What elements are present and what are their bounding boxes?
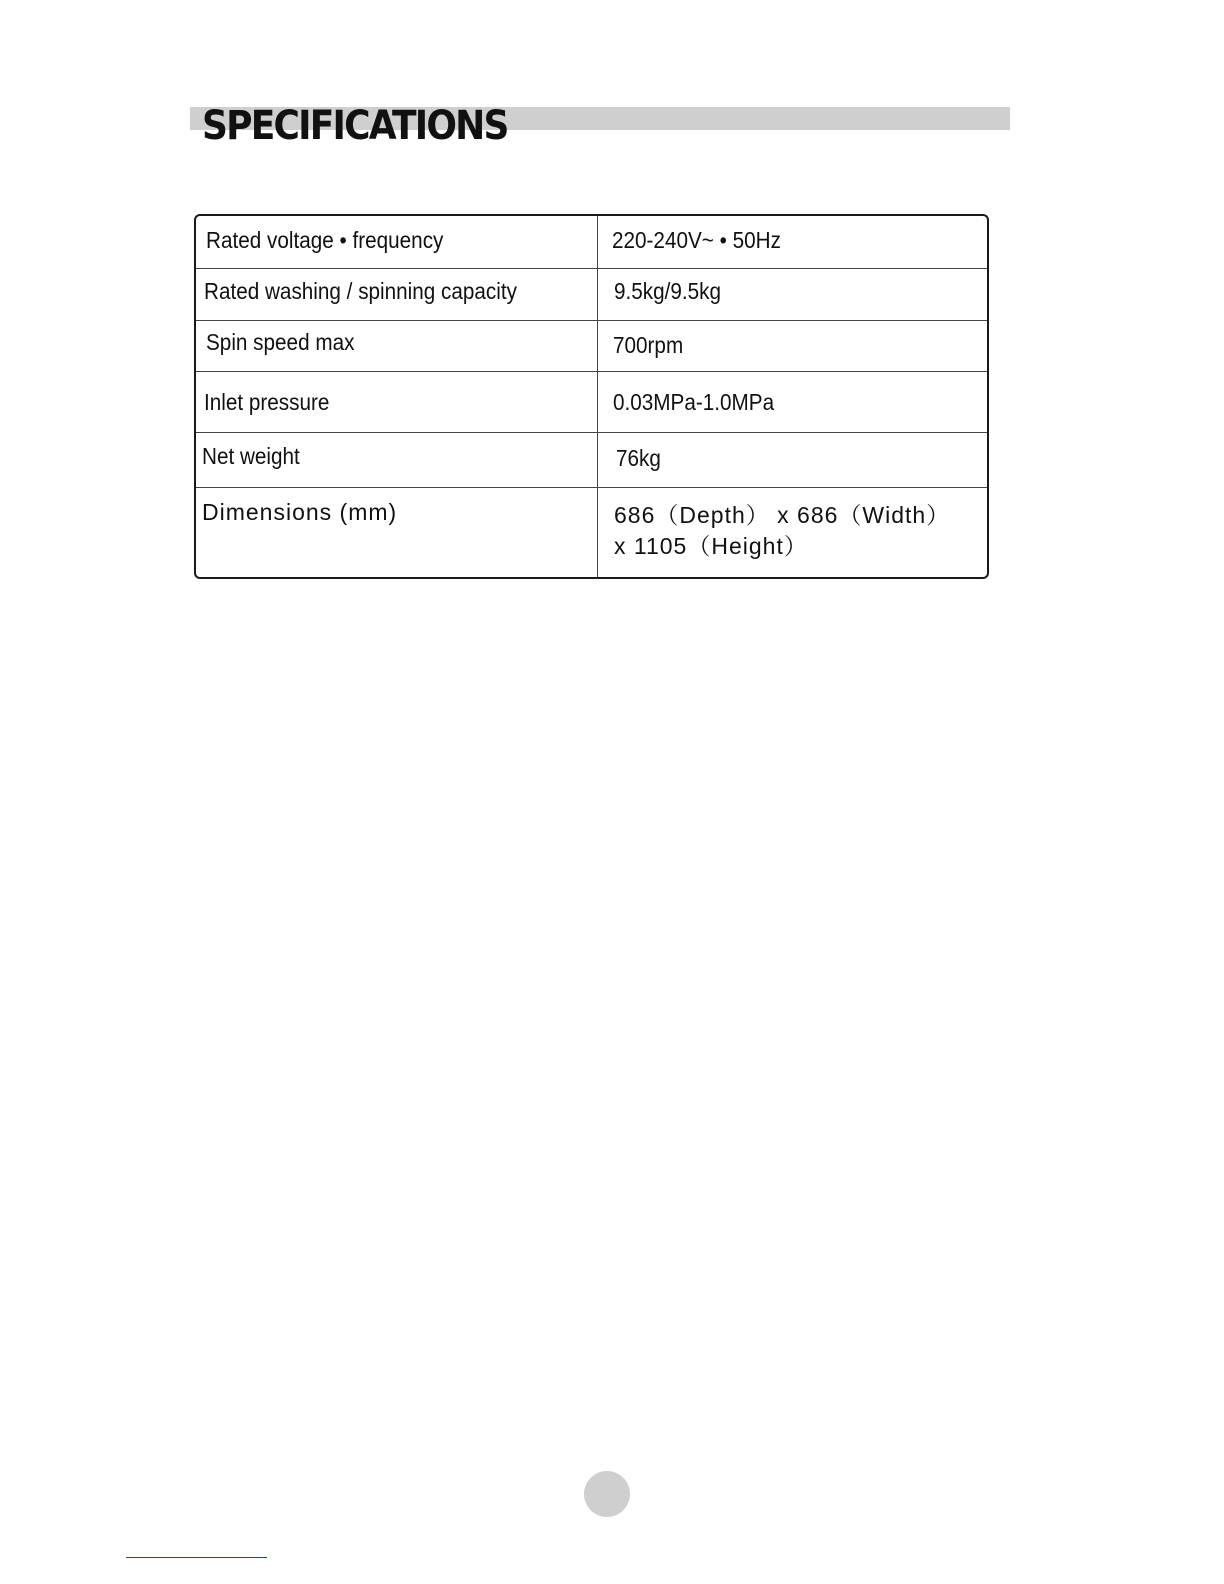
spec-row-spin-speed [196,321,987,372]
spec-table [194,214,989,579]
page-number-dot [584,1471,630,1517]
spec-label: Net weight [202,443,300,469]
spec-row-inlet-pressure [196,372,987,433]
page-title: SPECIFICATIONS [202,103,508,149]
spec-label: Dimensions (mm) [202,499,398,525]
spec-value: 76kg [616,445,661,471]
spec-label: Spin speed max [206,329,355,355]
spec-value: 700rpm [613,332,684,358]
spec-row-net-weight [196,433,987,488]
spec-label: Inlet pressure [204,389,330,415]
spec-value: 220-240V~ • 50Hz [612,227,781,253]
spec-row-capacity [196,269,987,321]
spec-row-dimensions [196,488,987,579]
spec-value: 9.5kg/9.5kg [614,278,722,304]
spec-label: Rated voltage • frequency [206,227,444,253]
spec-label: Rated washing / spinning capacity [204,278,517,304]
footer-rule [126,1557,267,1558]
spec-value: 0.03MPa-1.0MPa [613,389,775,415]
spec-value-line-2: x 1105（Height） [614,533,808,559]
spec-row-voltage [196,216,987,269]
spec-value-line-1: 686（Depth） x 686（Width） [614,502,951,528]
